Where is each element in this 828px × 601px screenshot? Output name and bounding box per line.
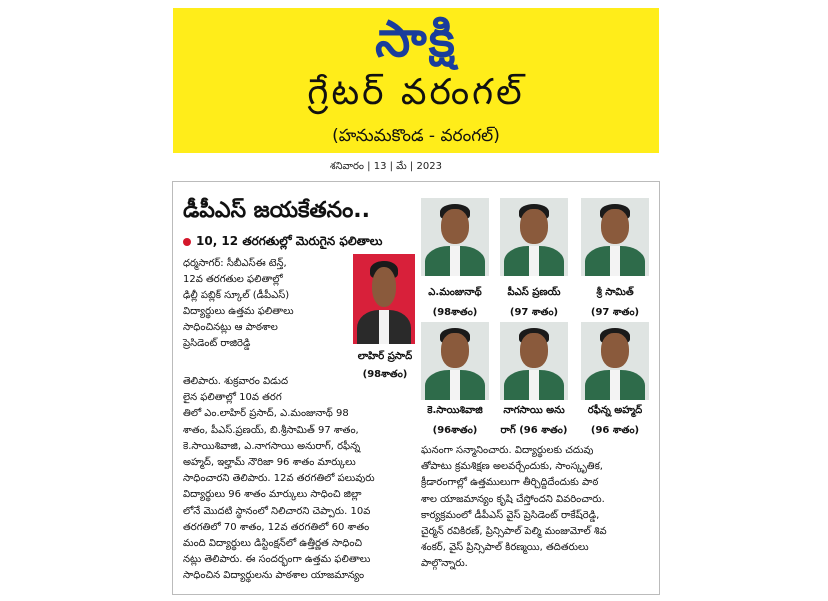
caption-score: (96 శాతం) (590, 425, 640, 436)
caption-student-6 (573, 404, 657, 437)
text-line: లోనే మొదటి స్థానంలో నిలిచారని చెప్పారు. 10వ (183, 505, 371, 517)
text-line: ఘనంగా సన్మానించారు. విద్యార్థులకు చదువు (421, 445, 594, 456)
photo-student-5 (500, 322, 568, 400)
photo-lahir-prasad (353, 254, 415, 344)
caption-score: (98శాతం) (432, 307, 478, 318)
caption-name: లాహిర్ ప్రసాద్ (357, 351, 413, 362)
caption-name: నాగసాయి అను (503, 405, 565, 416)
text-line: విద్యార్థులు 96 శాతం మార్కులు సాధించి జిల్లా (183, 489, 362, 501)
subhead-text: 10, 12 తరగతుల్లో మెరుగైన ఫలితాలు (196, 234, 383, 248)
edition-title: గ్రేటర్ వరంగల్ (307, 72, 525, 113)
text-line: 12వ తరగతుల ఫలితాల్లో (183, 274, 283, 285)
text-line: కార్యక్రమంలో డీపీఎస్ వైస్ ప్రెసిడెంట్ రాకేష్‌రెడ్డి, (421, 509, 600, 521)
text-line: చైర్మన్ రవికిరణ్, ప్రిన్సిపాల్ పెల్మి మంజుమోల్ శివ (421, 526, 607, 538)
text-line: ఢిల్లీ పబ్లిక్ స్కూల్ (డీపీఎస్) (183, 290, 290, 301)
photo-student-2 (500, 198, 568, 276)
text-line: పాల్గొన్నారు. (421, 558, 468, 570)
text-line: సాధించారని తెలిపారు. 12వ తరగతిలో పలువురు (183, 473, 375, 485)
text-line: కె.సాయిశివాజి, ఎ.నాగసాయి అనురాగ్, రఫీన్న (183, 440, 361, 452)
bullet-icon (183, 238, 191, 246)
caption-score: (98శాతం) (362, 369, 408, 380)
brand-logo-text: సాక్షి (375, 10, 457, 68)
caption-score: (97 శాతం) (509, 307, 559, 318)
dateline: శనివారం | 13 | మే | 2023 (330, 161, 442, 172)
text-line: నట్లు తెలిపారు. ఈ సందర్భంగా ఉత్తమ ఫలితాలు (183, 554, 371, 566)
caption-score: (96శాతం) (432, 425, 478, 436)
caption-student-3 (573, 286, 657, 319)
caption-name: పీఎస్ ప్రణయ్ (507, 287, 561, 298)
caption-student-4 (413, 404, 497, 437)
text-line: తరగతిలో 70 శాతం, 12వ తరగతిలో 60 శాతం (183, 521, 370, 533)
text-line: లైన ఫలితాల్లో 10వ తరగ (183, 392, 282, 404)
caption-score: (97 శాతం) (590, 307, 640, 318)
article-headline: డీపీఎస్ జయకేతనం.. (183, 198, 370, 223)
text-line: తెలిపారు. శుక్రవారం విడుద (183, 376, 289, 387)
article-column-2 (183, 374, 409, 585)
photo-student-3 (581, 198, 649, 276)
text-line: శాతం, పీఎస్.ప్రణయ్, బి.శ్రీసామిత్ 97 శాతం, (183, 424, 359, 436)
caption-student-5 (492, 404, 576, 437)
caption-score: రాగ్ (96 శాతం) (500, 425, 568, 436)
photo-student-6 (581, 322, 649, 400)
masthead (173, 8, 659, 153)
text-line: విద్యార్థులు ఉత్తమ ఫలితాలు (183, 306, 294, 317)
caption-student-2 (492, 286, 576, 319)
text-line: సాధించిన విద్యార్థులను పాఠశాల యాజమాన్యం (183, 570, 365, 582)
face-shape (372, 267, 397, 308)
text-line: తిలో ఎం.లాహిర్ ప్రసాద్, ఎ.మంజునాథ్ 98 (183, 408, 349, 420)
article-column-3 (421, 443, 649, 573)
article-column-1 (183, 256, 343, 352)
article-subhead (183, 234, 382, 251)
shirt-shape (379, 310, 389, 344)
subedition-title: (హనుమకొండ - వరంగల్) (332, 126, 500, 146)
text-line: క్రీడారంగాల్లో ఉత్తములుగా తీర్చిద్దిదేందుకు పాఠ (421, 477, 599, 489)
text-line: తోపాటు క్రమశిక్షణ అలవర్చేందుకు, సాంస్కృతిక, (421, 461, 603, 473)
text-line: ప్రెసిడెంట్ రాజిరెడ్డి (183, 338, 251, 349)
text-line: ధర్మసాగర్: సీబీఎస్ఈ టెన్త్, (183, 258, 287, 269)
photo-student-1 (421, 198, 489, 276)
text-line: శాల యాజమాన్యం కృషి చేస్తోందని వివరించారు. (421, 493, 605, 505)
news-article (172, 181, 660, 595)
caption-name: కె.సాయిశివాజి (427, 405, 483, 416)
text-line: సాధించినట్లు ఆ పాఠశాల (183, 322, 278, 333)
photo-student-4 (421, 322, 489, 400)
caption-name: ఎ.మంజునాథ్ (428, 287, 482, 298)
text-line: అహ్మద్, ఇల్హామ్ నౌరిజా 96 శాతం మార్కులు (183, 457, 356, 469)
caption-name: శ్రీ సామిత్ (596, 287, 634, 298)
text-line: శంకర్, వైస్ ప్రిన్సిపాల్ కిరణ్మయి, తదితరులు (421, 542, 589, 554)
caption-name: రఫీన్న అహ్మద్ (587, 405, 643, 416)
text-line: మంది విద్యార్థులు డిస్టింక్షన్‌లో ఉత్తీర్ణత సాధించి (183, 538, 363, 550)
caption-student-1 (413, 286, 497, 319)
